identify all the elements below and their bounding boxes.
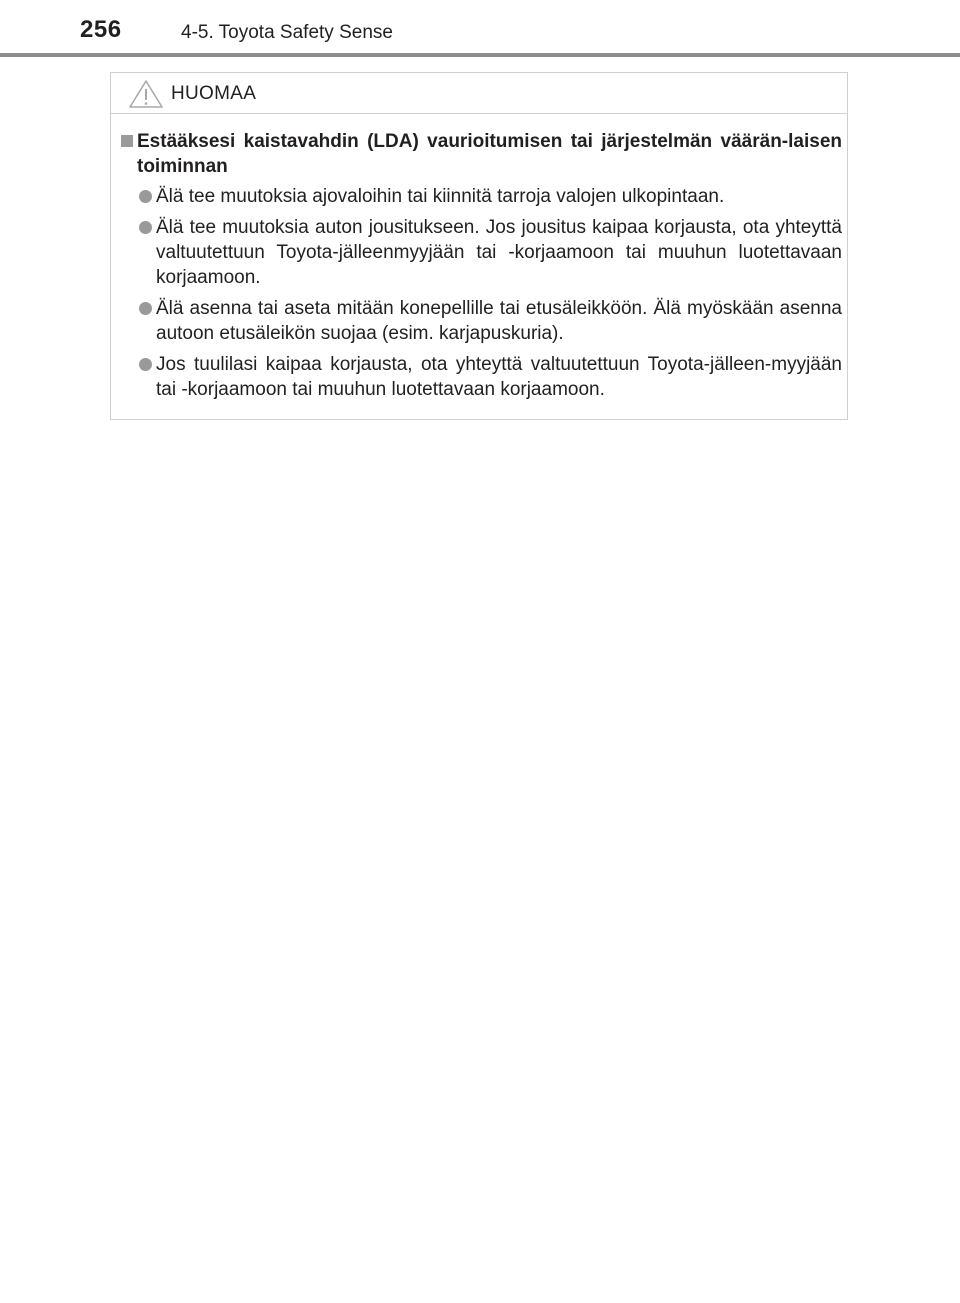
notice-list [127,184,842,402]
notice-heading [127,129,842,179]
square-bullet-icon [121,135,133,147]
notice-body [127,129,842,408]
list-item [127,352,842,402]
round-bullet-icon [139,190,152,203]
list-item-text: Älä tee muutoksia ajovaloihin tai kiinnitä tarroja valojen ulkopintaan. [156,186,725,207]
list-item [127,184,842,209]
notice-heading-text: Estääksesi kaistavahdin (LDA) vaurioitumisen tai järjestelmän väärän-laisen toiminnan [137,131,842,177]
notice-title: HUOMAA [171,83,257,104]
warning-triangle-icon [128,79,164,109]
section-title: 4-5. Toyota Safety Sense [181,22,393,43]
page-header [0,0,960,58]
round-bullet-icon [139,221,152,234]
round-bullet-icon [139,302,152,315]
notice-box [110,72,848,420]
list-item-text: Älä tee muutoksia auton jousitukseen. Jos jousitus kaipaa korjausta, ota yhteyttä valtuutettuun Toyota-jälleenmyyjään tai -korjaamoon tai muuhun luotettavaan korjaamoon. [156,217,842,288]
page-number: 256 [80,16,122,43]
list-item [127,215,842,290]
list-item [127,296,842,346]
header-divider [0,53,960,57]
notice-header [111,73,847,114]
list-item-text: Älä asenna tai aseta mitään konepellille tai etusäleikköön. Älä myöskään asenna autoon etusäleikön suojaa (esim. karjapuskuria). [156,298,842,344]
list-item-text: Jos tuulilasi kaipaa korjausta, ota yhteyttä valtuutettuun Toyota-jälleen-myyjään tai -korjaamoon tai muuhun luotettavaan korjaamoon. [156,354,842,400]
round-bullet-icon [139,358,152,371]
